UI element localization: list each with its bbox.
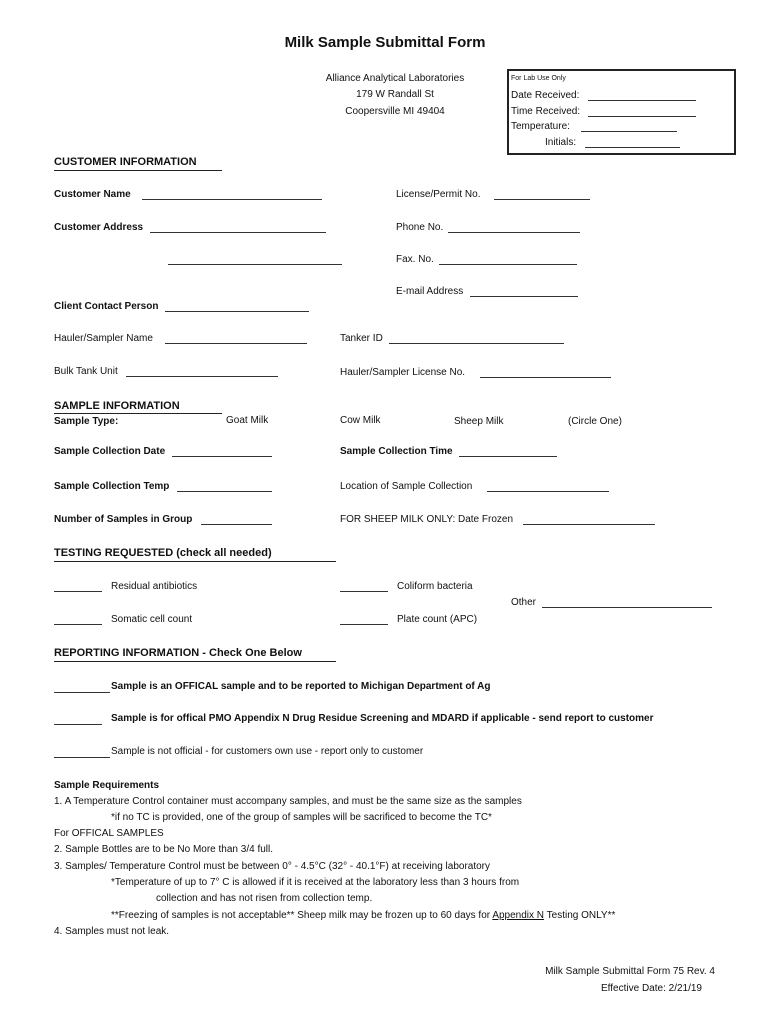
requirement-3: 3. Samples/ Temperature Control must be between 0° - 4.5°C (32° - 40.1°F) at receiving laboratory <box>54 861 491 872</box>
customer-section-heading: CUSTOMER INFORMATION <box>54 156 197 168</box>
official-sample-label: Sample is an OFFICAL sample and to be reported to Michigan Department of Ag <box>111 681 491 692</box>
plate-count-check[interactable] <box>340 624 388 625</box>
initials-field[interactable] <box>585 147 680 148</box>
time-received-field[interactable] <box>588 116 696 117</box>
email-field[interactable] <box>470 296 578 297</box>
requirement-1-note: *if no TC is provided, one of the group of samples will be sacrificed to become the TC* <box>111 812 492 823</box>
license-label: License/Permit No. <box>396 189 481 200</box>
plate-count-label: Plate count (APC) <box>397 614 478 625</box>
temperature-field[interactable] <box>581 131 677 132</box>
lab-use-header: For Lab Use Only <box>511 75 566 82</box>
collection-date-field[interactable] <box>172 456 272 457</box>
requirement-2: 2. Sample Bottles are to be No More than 3/4 full. <box>54 844 274 855</box>
collection-time-label: Sample Collection Time <box>340 446 453 457</box>
customer-address-line2-field[interactable] <box>168 264 342 265</box>
requirement-3-note-3 <box>111 910 615 922</box>
sample-type-label: Sample Type: <box>54 416 119 427</box>
official-sample-check[interactable] <box>54 692 110 693</box>
hauler-license-label: Hauler/Sampler License No. <box>340 367 466 378</box>
circle-one-note: (Circle One) <box>568 416 622 427</box>
tanker-id-field[interactable] <box>389 343 564 344</box>
reporting-section-heading: REPORTING INFORMATION - Check One Below <box>54 647 302 659</box>
phone-field[interactable] <box>448 232 580 233</box>
hauler-name-label: Hauler/Sampler Name <box>54 333 153 344</box>
testing-section-heading: TESTING REQUESTED (check all needed) <box>54 547 272 559</box>
collection-temp-label: Sample Collection Temp <box>54 481 170 492</box>
cow-milk-option[interactable]: Cow Milk <box>340 415 381 426</box>
unofficial-sample-check[interactable] <box>54 757 110 758</box>
bulk-tank-field[interactable] <box>126 376 278 377</box>
requirement-4: 4. Samples must not leak. <box>54 926 170 937</box>
customer-address-field[interactable] <box>150 232 326 233</box>
customer-name-field[interactable] <box>142 199 322 200</box>
collection-temp-field[interactable] <box>177 491 272 492</box>
customer-section-rule <box>54 170 222 171</box>
appendix-n-link[interactable]: Appendix N <box>492 910 545 921</box>
client-contact-field[interactable] <box>165 311 309 312</box>
customer-address-label: Customer Address <box>54 222 144 233</box>
sample-section-heading: SAMPLE INFORMATION <box>54 400 180 412</box>
client-contact-label: Client Contact Person <box>54 301 159 312</box>
requirement-3-note-2: collection and has not risen from collection temp. <box>156 893 373 904</box>
lab-street: 179 W Randall St <box>356 89 434 100</box>
residual-antibiotics-check[interactable] <box>54 591 102 592</box>
pmo-sample-check[interactable] <box>54 724 102 725</box>
number-samples-label: Number of Samples in Group <box>54 514 193 525</box>
requirements-heading: Sample Requirements <box>54 780 160 791</box>
sheep-milk-option[interactable]: Sheep Milk <box>454 416 504 427</box>
lab-city: Coopersville MI 49404 <box>345 106 445 117</box>
email-label: E-mail Address <box>396 286 464 297</box>
unofficial-sample-label: Sample is not official - for customers own use - report only to customer <box>111 746 424 757</box>
lab-name: Alliance Analytical Laboratories <box>325 73 465 84</box>
somatic-cell-check[interactable] <box>54 624 102 625</box>
collection-date-label: Sample Collection Date <box>54 446 166 457</box>
hauler-name-field[interactable] <box>165 343 307 344</box>
date-frozen-field[interactable] <box>523 524 655 525</box>
residual-antibiotics-label: Residual antibiotics <box>111 581 198 592</box>
official-samples-heading: For OFFICAL SAMPLES <box>54 828 164 839</box>
coliform-label: Coliform bacteria <box>397 581 473 592</box>
freezing-note-text: **Freezing of samples is not acceptable** Sheep milk may be frozen up to 60 days for <box>111 910 491 921</box>
coliform-check[interactable] <box>340 591 388 592</box>
pmo-sample-label: Sample is for offical PMO Appendix N Drug Residue Screening and MDARD if applicable - send report to customer <box>111 713 654 724</box>
reporting-section-rule <box>54 661 336 662</box>
requirement-3-note-1: *Temperature of up to 7° C is allowed if it is received at the laboratory less than 3 hours from <box>111 877 520 888</box>
tanker-id-label: Tanker ID <box>340 333 383 344</box>
date-frozen-label: FOR SHEEP MILK ONLY: Date Frozen <box>340 514 514 525</box>
fax-label: Fax. No. <box>396 254 434 265</box>
footer-effective-date: Effective Date: 2/21/19 <box>601 983 702 994</box>
date-received-field[interactable] <box>588 100 696 101</box>
bulk-tank-label: Bulk Tank Unit <box>54 366 118 377</box>
time-received-label: Time Received: <box>511 106 581 117</box>
temperature-label: Temperature: <box>511 121 570 132</box>
collection-location-label: Location of Sample Collection <box>340 481 473 492</box>
hauler-license-field[interactable] <box>480 377 611 378</box>
testing-section-rule <box>54 561 336 562</box>
requirement-1: 1. A Temperature Control container must accompany samples, and must be the same size as the samples <box>54 796 522 807</box>
customer-name-label: Customer Name <box>54 189 131 200</box>
collection-time-field[interactable] <box>459 456 557 457</box>
license-field[interactable] <box>494 199 590 200</box>
initials-label: Initials: <box>545 137 577 148</box>
goat-milk-option[interactable]: Goat Milk <box>226 415 269 426</box>
sample-section-rule <box>54 413 222 414</box>
number-samples-field[interactable] <box>201 524 272 525</box>
fax-field[interactable] <box>439 264 577 265</box>
collection-location-field[interactable] <box>487 491 609 492</box>
form-title: Milk Sample Submittal Form <box>284 34 486 51</box>
footer-form-id: Milk Sample Submittal Form 75 Rev. 4 <box>545 966 715 977</box>
freezing-note-end: Testing ONLY** <box>546 910 616 921</box>
phone-label: Phone No. <box>396 222 444 233</box>
other-field[interactable] <box>542 607 712 608</box>
somatic-cell-label: Somatic cell count <box>111 614 193 625</box>
date-received-label: Date Received: <box>511 90 580 101</box>
other-label: Other <box>511 597 537 608</box>
